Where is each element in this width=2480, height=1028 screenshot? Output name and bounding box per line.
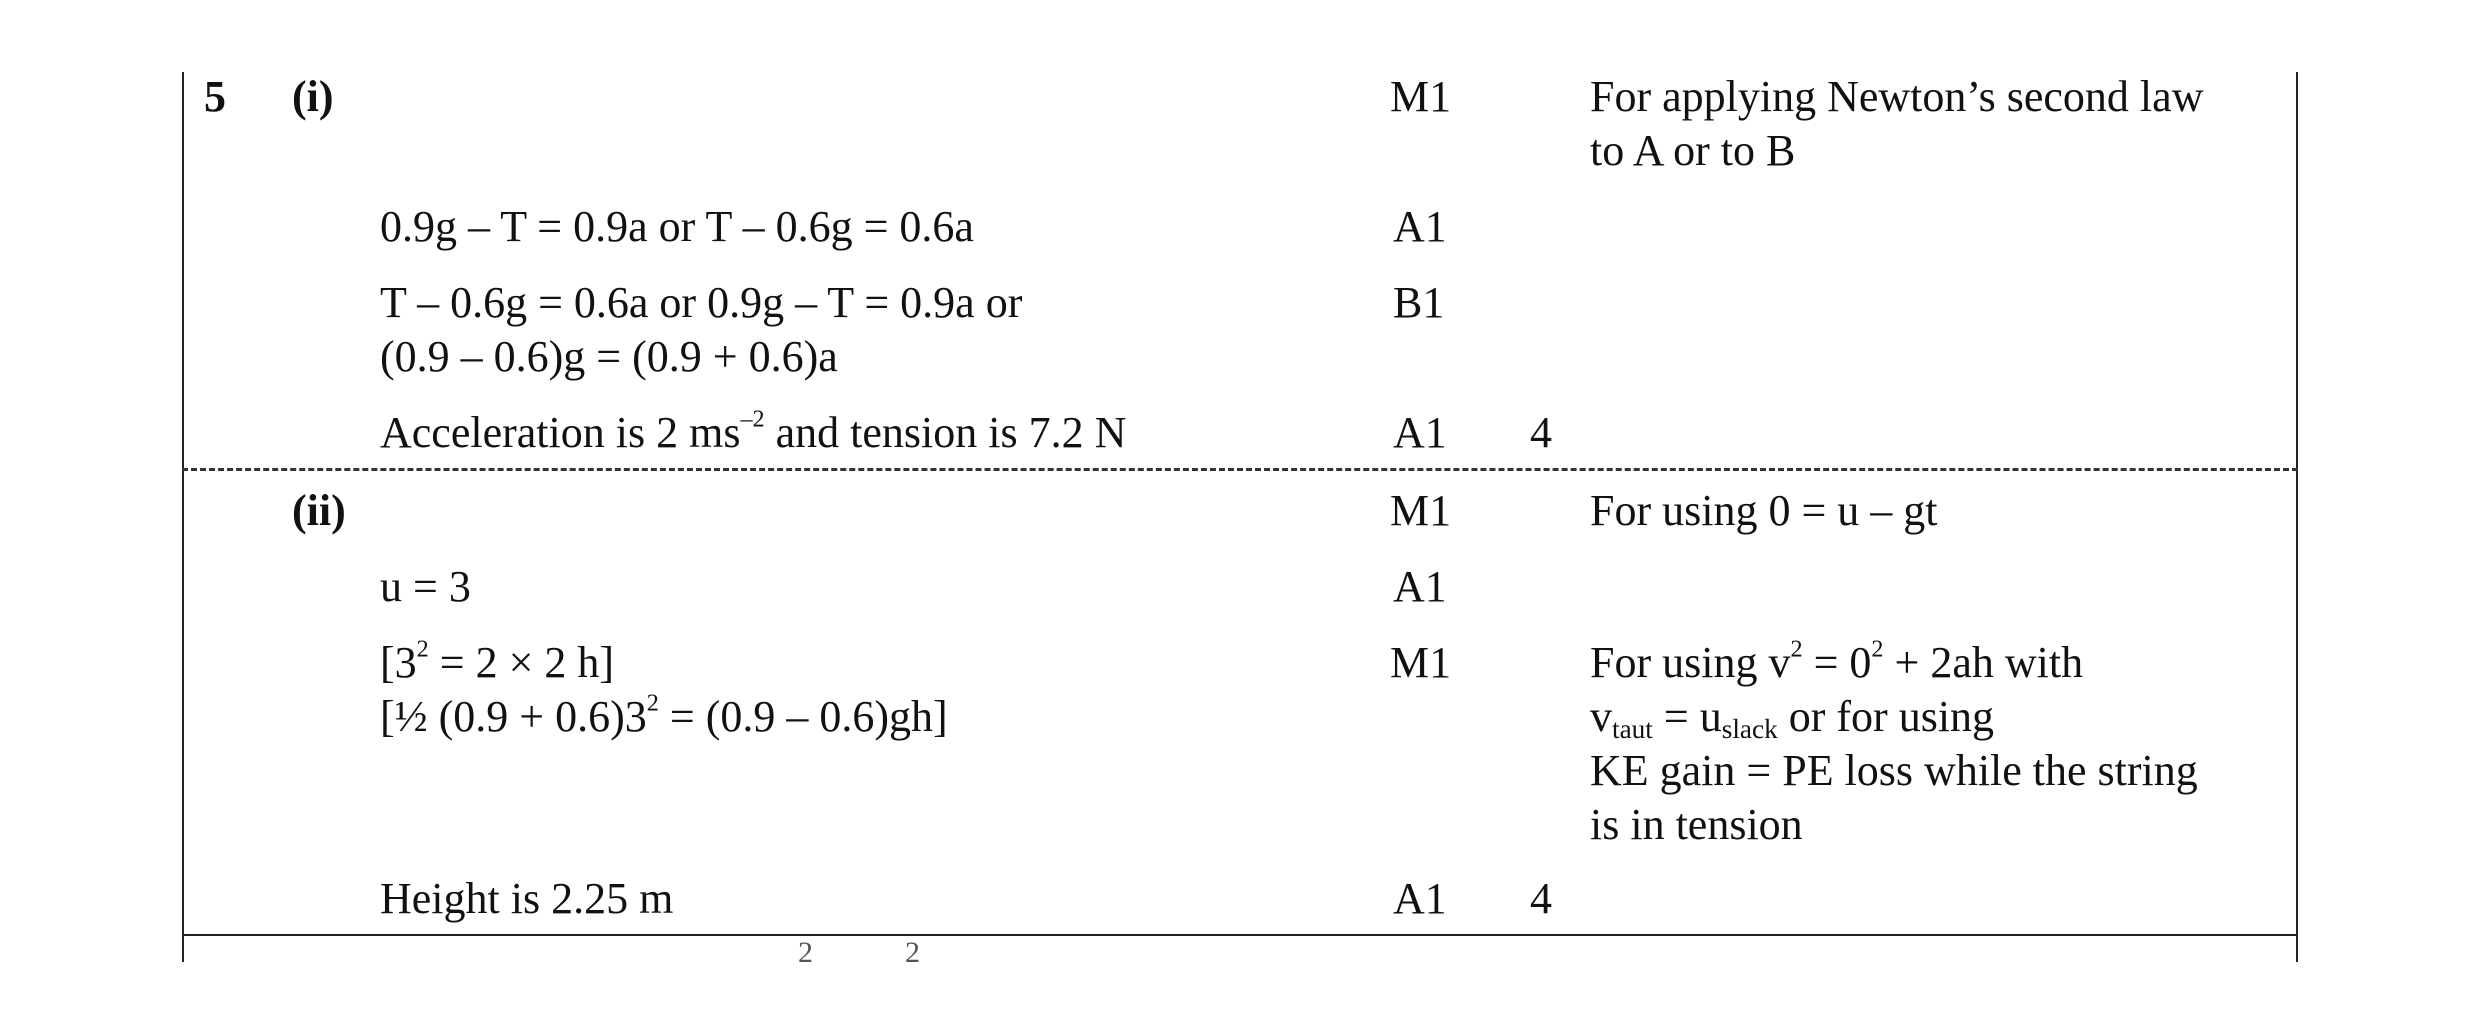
working-line: 0.9g – T = 0.9a or T – 0.6g = 0.6a xyxy=(380,202,974,251)
subscript: taut xyxy=(1612,713,1653,744)
part-total: 4 xyxy=(1530,408,1552,457)
table-right-border xyxy=(2296,72,2298,962)
question-number: 5 xyxy=(204,72,226,121)
superscript: –2 xyxy=(740,405,765,433)
guidance-line: to A or to B xyxy=(1590,126,1796,175)
text-run: = u xyxy=(1652,692,1722,741)
working-line: T – 0.6g = 0.6a or 0.9g – T = 0.9a or xyxy=(380,278,1023,327)
table-bottom-border xyxy=(182,934,2298,936)
superscript: 2 xyxy=(1790,635,1803,663)
mark-code: B1 xyxy=(1393,278,1445,327)
working-line: Height is 2.25 m xyxy=(380,874,674,923)
guidance-line xyxy=(1590,636,2083,690)
text-run: and tension is 7.2 N xyxy=(764,408,1127,457)
part-label-ii: (ii) xyxy=(292,486,346,535)
text-run: = 0 xyxy=(1802,638,1872,687)
mark-code: A1 xyxy=(1393,562,1447,611)
mark-code: A1 xyxy=(1393,202,1447,251)
mark-code: A1 xyxy=(1393,874,1447,923)
text-run: = (0.9 – 0.6)gh] xyxy=(658,692,948,741)
part-label-i: (i) xyxy=(292,72,334,121)
mark-code: M1 xyxy=(1390,638,1452,687)
text-run: [3 xyxy=(380,638,417,687)
guidance-line: For using 0 = u – gt xyxy=(1590,486,1938,535)
superscript: 2 xyxy=(646,689,659,717)
working-line xyxy=(380,636,614,690)
working-line: (0.9 – 0.6)g = (0.9 + 0.6)a xyxy=(380,332,838,381)
guidance-line: KE gain = PE loss while the string xyxy=(1590,746,2198,795)
guidance-line: For applying Newton’s second law xyxy=(1590,72,2204,121)
text-run: [½ (0.9 + 0.6)3 xyxy=(380,692,647,741)
text-run: or for using xyxy=(1777,692,1995,741)
subscript: slack xyxy=(1721,713,1778,744)
text-run: + 2ah with xyxy=(1883,638,2084,687)
text-run: = 2 × 2 h] xyxy=(428,638,615,687)
text-run: Acceleration is 2 ms xyxy=(380,408,741,457)
working-line xyxy=(380,690,948,744)
superscript: 2 xyxy=(416,635,429,663)
guidance-line: is in tension xyxy=(1590,800,1803,849)
superscript: 2 xyxy=(1871,635,1884,663)
working-line: u = 3 xyxy=(380,562,471,611)
working-line xyxy=(380,406,1126,460)
mark-code: A1 xyxy=(1393,408,1447,457)
cutoff-superscript: 2 xyxy=(905,936,920,969)
part-total: 4 xyxy=(1530,874,1552,923)
text-run: v xyxy=(1590,692,1612,741)
mark-code: M1 xyxy=(1390,486,1452,535)
part-divider-dashed xyxy=(182,468,2298,471)
mark-code: M1 xyxy=(1390,72,1452,121)
text-run: For using v xyxy=(1590,638,1791,687)
cutoff-superscript: 2 xyxy=(798,936,813,969)
table-left-border xyxy=(182,72,184,962)
guidance-line xyxy=(1590,690,1994,744)
